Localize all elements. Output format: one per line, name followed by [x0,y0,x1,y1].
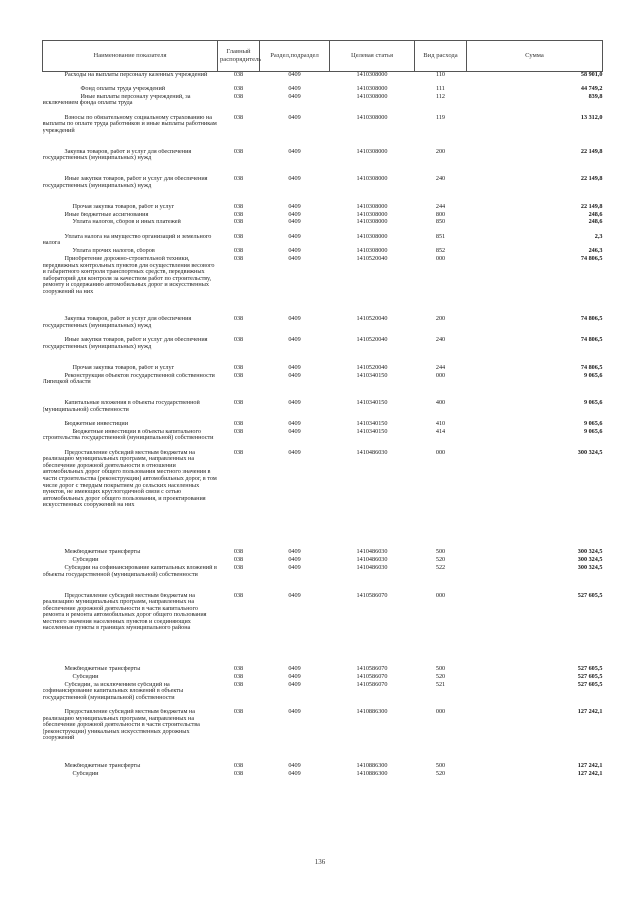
row-name: Субсидии [72,673,99,680]
row-name-cell [43,219,218,233]
row-name: Фонд оплаты труда учреждений [80,85,166,92]
row-csr: 1410308000 [356,93,388,100]
table-row [43,337,603,365]
row-csr: 1410486030 [356,549,388,556]
row-razdel: 0409 [288,85,301,92]
row-name: Субсидии [72,557,99,564]
row-name-cell [43,316,218,337]
row-name: Субсидии, за исключением субсидий на софинансирование капитальных вложений в объекты государственной (муниципальной) собственности [42,681,184,701]
row-razdel: 0409 [288,428,301,435]
row-grbs: 038 [233,85,244,92]
row-sum: 300 324,5 [577,557,603,564]
table-row [43,219,603,233]
row-sum: 527 605,5 [577,681,603,688]
row-grbs: 038 [233,762,244,769]
row-razdel: 0409 [288,372,301,379]
table-row [43,373,603,401]
row-csr: 1410586070 [356,673,388,680]
table-row [43,212,603,220]
row-grbs: 038 [233,337,244,344]
row-csr: 1410308000 [356,219,388,226]
table-row [43,149,603,177]
row-name: Бюджетные инвестиции [64,421,129,427]
row-grbs: 038 [233,316,244,323]
row-csr: 1410520040 [356,337,388,344]
row-sum: 2,3 [594,233,603,240]
table-row [43,115,603,149]
row-vr: 520 [435,557,446,564]
table-row [43,763,603,771]
row-csr: 1410886300 [356,762,388,769]
row-name-cell [43,429,218,450]
row-name: Межбюджетные трансферты [64,665,141,672]
row-vr: 244 [435,203,446,210]
row-name-cell [43,248,218,256]
row-vr: 200 [435,148,446,155]
row-name-cell [43,674,218,682]
row-sum: 9 065,6 [583,372,603,379]
row-vr: 000 [435,592,446,599]
row-grbs: 038 [233,71,244,78]
row-name: Уплата налогов, сборов и иных платежей [72,219,181,226]
row-name-cell [43,549,218,557]
row-sum: 127 242,1 [577,762,603,769]
row-vr: 400 [435,400,446,407]
row-razdel: 0409 [288,256,301,263]
row-csr: 1410520040 [356,364,388,371]
row-csr: 1410308000 [356,233,388,240]
row-name-cell [43,421,218,429]
row-vr: 200 [435,316,446,323]
row-name: Прочая закупка товаров, работ и услуг [72,364,175,371]
row-grbs: 038 [233,557,244,564]
row-razdel: 0409 [288,762,301,769]
row-csr: 1410520040 [356,316,388,323]
row-sum: 527 605,5 [577,673,603,680]
row-csr: 1410886300 [356,770,388,777]
table-row [43,557,603,565]
row-razdel: 0409 [288,114,301,121]
table-row [43,86,603,94]
row-sum: 22 149,8 [580,176,603,183]
row-grbs: 038 [233,673,244,680]
row-sum: 74 806,5 [580,316,603,323]
row-csr: 1410308000 [356,203,388,210]
row-name-cell [43,557,218,565]
row-sum: 839,8 [588,93,603,100]
row-name: Предоставление субсидий местным бюджетам на реализацию муниципальных программ, направленных на обеспечение дорожной деятельности в части строительства (реконструкции) уникальных искусственных дорожных сооружений [42,709,200,742]
row-razdel: 0409 [288,665,301,672]
table-row [43,316,603,337]
row-name-cell [43,565,218,593]
row-razdel: 0409 [288,176,301,183]
row-vr: 520 [435,673,446,680]
row-vr: 000 [435,709,446,716]
row-name: Закупка товаров, работ и услуг для обеспечения государственных (муниципальных) нужд [42,148,192,162]
row-vr: 800 [435,211,446,218]
row-vr: 852 [435,248,446,255]
row-vr: 111 [436,85,445,92]
row-vr: 240 [435,337,446,344]
row-csr: 1410486030 [356,557,388,564]
row-csr: 1410308000 [356,85,388,92]
row-grbs: 038 [233,665,244,672]
row-grbs: 038 [233,211,244,218]
row-csr: 1410308000 [356,176,388,183]
row-name: Предоставление субсидий местным бюджетам на реализацию муниципальных программ, направленных на обеспечение дорожной деятельности в части капитального ремонта и ремонта автомобильных дорог общего пользования местного значения населенных пунктов и соединяющих населенные пункты в границах муниципального района [42,592,207,632]
table-row [43,450,603,550]
row-razdel: 0409 [288,565,301,572]
row-name: Расходы на выплаты персоналу казенных учреждений [64,71,208,78]
row-csr: 1410308000 [356,114,388,121]
table-row [43,565,603,593]
row-grbs: 038 [233,592,244,599]
row-csr: 1410340150 [356,400,388,407]
table-row [43,549,603,557]
row-name-cell [43,709,218,763]
row-grbs: 038 [233,681,244,688]
row-razdel: 0409 [288,557,301,564]
row-csr: 1410586070 [356,592,388,599]
table-row [43,204,603,212]
row-grbs: 038 [233,709,244,716]
row-vr: 110 [435,71,446,78]
row-name: Реконструкция объектов государственной собственности Липецкой области [42,372,215,386]
row-grbs: 038 [233,449,244,456]
row-csr: 1410486030 [356,449,388,456]
table-row [43,256,603,316]
table-row [43,176,603,204]
row-vr: 414 [435,428,446,435]
row-name: Иные закупки товаров, работ и услуг для обеспечения государственных (муниципальных) нужд [42,337,208,350]
row-vr: 520 [435,770,446,777]
row-name: Иные бюджетные ассигнования [64,211,149,218]
row-razdel: 0409 [288,364,301,371]
table-header [43,41,603,72]
row-name-cell [43,256,218,316]
row-csr: 1410586070 [356,681,388,688]
row-csr: 1410340150 [356,421,388,427]
row-razdel: 0409 [288,211,301,218]
row-name-cell [43,400,218,421]
row-sum: 58 901,0 [580,71,603,78]
row-csr: 1410308000 [356,248,388,255]
row-csr: 1410486030 [356,565,388,572]
row-razdel: 0409 [288,421,301,427]
row-name: Субсидии на софинансирование капитальных вложений в объекты государственной (муниципальной) собственности [42,565,217,578]
row-grbs: 038 [233,364,244,371]
row-grbs: 038 [233,114,244,121]
row-name-cell [43,86,218,94]
row-name: Взносы по обязательному социальному страхованию на выплаты по оплате труда работников и иные выплаты работникам учреждений [42,114,217,134]
row-name: Капитальные вложения в объекты государственной (муниципальной) собственности [42,400,200,413]
row-vr: 240 [435,176,446,183]
row-grbs: 038 [233,148,244,155]
row-name-cell [43,72,218,86]
row-name: Иные выплаты персоналу учреждений, за исключением фонда оплаты труда [42,93,191,107]
row-vr: 500 [435,549,446,556]
row-sum: 248,6 [588,211,603,218]
table-row [43,365,603,373]
row-sum: 22 149,8 [580,148,603,155]
table-row [43,400,603,421]
table-row [43,682,603,710]
row-grbs: 038 [233,203,244,210]
row-name: Предоставление субсидий местным бюджетам на реализацию муниципальных программ, направленных на обеспечение дорожной деятельности в отношении автомобильных дорог общего пользования местного значения в части строительства (реконструкции) автомобильных дорог, в том числе дорог с твердым покрытием до сельских населенных пунктов, не имеющих круглогодичной связи с сетью автомобильных дорог общего пользования, и проектирования искусственных сооружений на них [42,449,217,509]
row-csr: 1410886300 [356,709,388,716]
row-sum: 74 806,5 [580,364,603,371]
header-name: Наименование показателя [43,41,218,72]
row-name: Бюджетные инвестиции в объекты капитального строительства государственной (муниципальной) собственности [42,428,214,442]
row-name-cell [43,666,218,674]
row-name-cell [43,450,218,550]
table-row [43,709,603,763]
row-grbs: 038 [233,93,244,100]
row-name: Иные закупки товаров, работ и услуг для обеспечения государственных (муниципальных) нужд [42,176,208,189]
row-grbs: 038 [233,428,244,435]
row-vr: 119 [435,114,446,121]
header-vr: Вид расхода [415,41,467,72]
row-csr: 1410308000 [356,211,388,218]
row-name: Уплата налога на имущество организаций и земельного налога [42,233,212,247]
budget-table [42,40,603,778]
row-name-cell [43,212,218,220]
table-row [43,248,603,256]
table-row [43,72,603,86]
row-razdel: 0409 [288,673,301,680]
row-grbs: 038 [233,256,244,263]
table-row [43,234,603,248]
row-grbs: 038 [233,549,244,556]
row-vr: 500 [435,665,446,672]
row-sum: 527 605,5 [577,592,603,599]
row-sum: 300 324,5 [577,565,603,572]
row-name-cell [43,115,218,149]
row-sum: 300 324,5 [577,549,603,556]
row-vr: 000 [435,449,446,456]
row-name: Уплата прочих налогов, сборов [72,248,155,255]
row-csr: 1410520040 [356,256,388,263]
row-grbs: 038 [233,421,244,427]
row-name-cell [43,771,218,779]
row-sum: 127 242,1 [577,770,603,777]
row-name-cell [43,234,218,248]
header-sum: Сумма [467,41,603,72]
row-grbs: 038 [233,248,244,255]
table-row [43,593,603,666]
row-name-cell [43,593,218,666]
row-sum: 44 749,2 [580,85,603,92]
row-razdel: 0409 [288,400,301,407]
row-razdel: 0409 [288,219,301,226]
row-sum: 9 065,6 [583,428,603,435]
table-row [43,94,603,115]
row-sum: 248,6 [588,219,603,226]
row-razdel: 0409 [288,148,301,155]
row-name: Межбюджетные трансферты [64,762,141,769]
row-sum: 9 065,6 [583,421,603,427]
row-name-cell [43,682,218,710]
row-vr: 500 [435,762,446,769]
row-name-cell [43,176,218,204]
row-grbs: 038 [233,400,244,407]
row-razdel: 0409 [288,770,301,777]
row-razdel: 0409 [288,337,301,344]
row-vr: 851 [435,233,446,240]
row-razdel: 0409 [288,316,301,323]
row-razdel: 0409 [288,449,301,456]
header-csr: Целевая статья [330,41,415,72]
row-grbs: 038 [233,176,244,183]
table-body [43,72,603,779]
row-razdel: 0409 [288,709,301,716]
row-vr: 850 [435,219,446,226]
row-name-cell [43,337,218,365]
row-csr: 1410586070 [356,665,388,672]
row-grbs: 038 [233,770,244,777]
row-csr: 1410340150 [356,372,388,379]
row-name: Межбюджетные трансферты [64,549,141,556]
row-sum: 246,3 [588,248,603,255]
row-razdel: 0409 [288,549,301,556]
table-row [43,429,603,450]
row-vr: 244 [435,364,446,371]
row-sum: 9 065,6 [583,400,603,407]
row-sum: 527 605,5 [577,665,603,672]
row-csr: 1410308000 [356,71,388,78]
row-vr: 000 [435,372,446,379]
row-razdel: 0409 [288,93,301,100]
table-row [43,421,603,429]
table-row [43,771,603,779]
row-grbs: 038 [233,233,244,240]
row-razdel: 0409 [288,203,301,210]
row-vr: 112 [435,93,446,100]
row-name-cell [43,204,218,212]
row-vr: 000 [435,256,446,263]
row-name-cell [43,149,218,177]
row-grbs: 038 [233,219,244,226]
row-razdel: 0409 [288,233,301,240]
header-grbs: Главный распорядитель [218,41,260,72]
row-razdel: 0409 [288,248,301,255]
row-sum: 127 242,1 [577,709,603,716]
row-name-cell [43,373,218,401]
row-razdel: 0409 [288,592,301,599]
row-name-cell [43,763,218,771]
row-sum: 300 324,5 [577,449,603,456]
row-csr: 1410340150 [356,428,388,435]
row-name-cell [43,94,218,115]
row-name: Приобретение дорожно-строительной техники, передвижных контрольных пунктов для осуществления весового и габаритного контроля транспортных средств, передвижных лабораторий для контроля за качеством работ по строительству, ремонту и содержанию автомобильных дорог и искусственных сооружений на них [42,256,215,295]
row-razdel: 0409 [288,681,301,688]
row-csr: 1410308000 [356,148,388,155]
row-sum: 74 806,5 [580,337,603,344]
row-vr: 522 [435,565,446,572]
row-grbs: 038 [233,372,244,379]
row-name-cell [43,365,218,373]
table-row [43,674,603,682]
table-row [43,666,603,674]
row-name: Субсидии [72,770,99,777]
row-name: Прочая закупка товаров, работ и услуг [72,203,175,210]
page-number: 136 [314,858,326,866]
row-vr: 521 [435,681,446,688]
row-name: Закупка товаров, работ и услуг для обеспечения государственных (муниципальных) нужд [42,316,192,329]
row-sum: 13 312,0 [580,114,603,121]
row-sum: 74 806,5 [580,256,603,263]
row-grbs: 038 [233,565,244,572]
header-razdel: Раздел,подраздел [260,41,330,72]
row-sum: 22 149,8 [580,203,603,210]
row-vr: 410 [435,421,446,427]
row-razdel: 0409 [288,71,301,78]
